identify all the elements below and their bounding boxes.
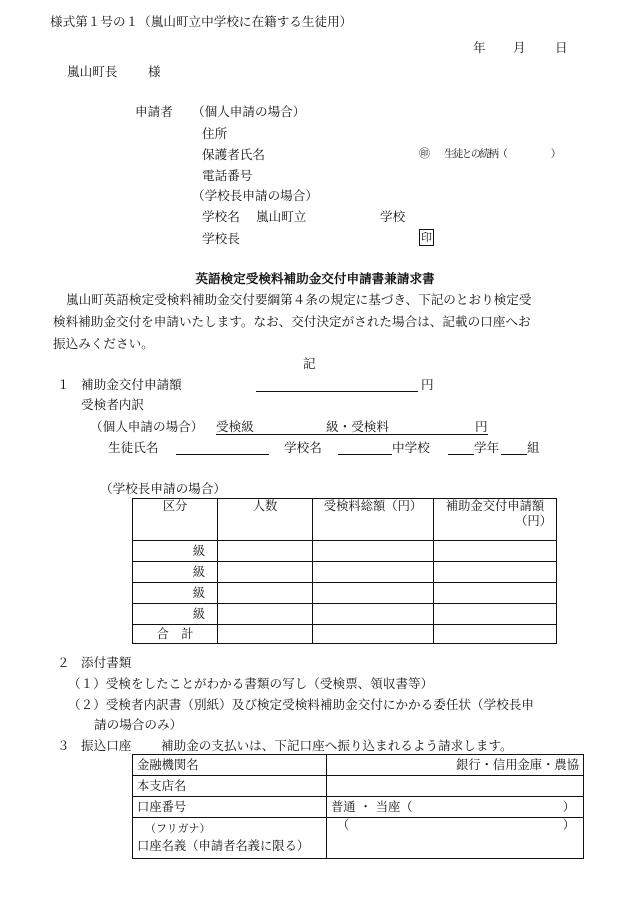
holder-paren-close: ）: [562, 818, 575, 832]
jhs-label: 中学校: [392, 440, 430, 455]
row-level-4: 級: [133, 604, 218, 625]
document-title: 英語検定受検料補助金交付申請書兼請求書: [195, 271, 435, 286]
principal-heading: （学校長申請の場合）: [192, 188, 318, 203]
bank-branch-label: 本支店名: [133, 776, 327, 797]
class-label: 組: [527, 440, 540, 455]
item3-text: 補助金の支払いは、下記口座へ振り込まれるよう請求します。: [161, 738, 513, 753]
item3-label: 振込口座: [81, 738, 132, 753]
bank-institution-types[interactable]: 銀行・信用金庫・農協: [327, 755, 584, 776]
row-total: 合 計: [133, 625, 218, 644]
th-category: 区分: [133, 499, 218, 541]
relation-label: 生徒との続柄（ ）: [444, 148, 560, 160]
amount-line[interactable]: [256, 377, 418, 392]
attachment-1: （１）受検をしたことがわかる書類の写し（受検票、領収書等）: [68, 676, 434, 691]
bank-branch-field[interactable]: [327, 776, 584, 797]
intro-line-3: 振込みください。: [53, 336, 154, 351]
holder-label: 口座名義（申請者名義に限る）: [137, 839, 310, 854]
grade-line[interactable]: [448, 440, 474, 455]
item1-number: １: [57, 377, 70, 392]
item2-label: 添付書類: [81, 655, 132, 670]
date-month: 月: [513, 40, 526, 55]
row-level-1: 級: [133, 541, 218, 562]
exam-level-label: 受検級: [216, 419, 254, 434]
bank-account-no-field[interactable]: [327, 797, 584, 818]
class-line[interactable]: [501, 440, 527, 455]
account-paren-close: ）: [562, 799, 575, 814]
form-id: 様式第１号の１（嵐山町立中学校に在籍する生徒用）: [50, 14, 353, 29]
amount-unit: 円: [421, 377, 434, 392]
level-fee-label: 級・受検料: [326, 419, 389, 434]
intro-line-1: 嵐山町英語検定受検料補助金交付要綱第４条の規定に基づき、下記のとおり検定受: [66, 292, 532, 307]
principal-table: [132, 498, 557, 644]
account-type-label: 普通 ・ 当座（: [331, 799, 413, 814]
row-level-2: 級: [133, 562, 218, 583]
individual-case-label: （個人申請の場合）: [90, 419, 204, 434]
principal-label: 学校長: [202, 231, 240, 246]
bank-institution-label: 金融機関名: [133, 755, 327, 776]
guardian-name-label: 保護者氏名: [202, 147, 265, 162]
th-subsidy-unit: （円）: [515, 513, 552, 528]
addressee-honorific: 様: [148, 64, 161, 79]
date-day: 日: [555, 40, 568, 55]
addressee-name: 嵐山町長: [67, 64, 118, 79]
intro-line-2: 検料補助金交付を申請いたします。なお、交付決定がされた場合は、記載の口座へお: [53, 314, 531, 329]
row-level-3: 級: [133, 583, 218, 604]
fee-yen: 円: [475, 419, 488, 434]
item3-number: ３: [57, 738, 70, 753]
th-subsidy-label: 補助金交付申請額: [445, 499, 545, 513]
principal-case-label: （学校長申請の場合）: [100, 481, 226, 496]
phone-label: 電話番号: [202, 168, 253, 183]
student-name-label: 生徒氏名: [108, 440, 159, 455]
bank-account-no-label: 口座番号: [133, 797, 327, 818]
grade-label: 学年: [474, 440, 500, 455]
furigana-label: （フリガナ）: [145, 822, 211, 836]
student-school-label: 学校名: [284, 440, 322, 455]
seal-box: 印: [421, 231, 432, 244]
seal-mark: ㊞: [419, 147, 430, 160]
attachment-2-line1: （２）受検者内訳書（別紙）及び検定受検料補助金交付にかかる委任状（学校長申: [68, 697, 534, 712]
town-label: 嵐山町立: [256, 209, 307, 224]
bank-holder-field[interactable]: [327, 818, 584, 859]
student-name-line[interactable]: [176, 440, 269, 455]
ki-marker: 記: [303, 356, 316, 371]
individual-heading: （個人申請の場合）: [192, 104, 306, 119]
applicant-label: 申請者: [135, 104, 173, 119]
address-label: 住所: [202, 126, 228, 141]
item2-number: ２: [57, 655, 70, 670]
th-total-fee: 受検料総額（円）: [313, 499, 434, 541]
bank-holder-label: [133, 818, 327, 859]
breakdown-label: 受検者内訳: [81, 397, 144, 412]
school-line[interactable]: [338, 440, 392, 455]
holder-paren-open: （: [337, 818, 350, 832]
school-suffix: 学校: [380, 209, 406, 224]
school-name-label: 学校名: [202, 209, 240, 224]
th-count: 人数: [218, 499, 313, 541]
bank-table: [132, 754, 584, 859]
attachment-2-line2: 請の場合のみ）: [94, 717, 183, 732]
date-year: 年: [473, 40, 486, 55]
th-subsidy: [434, 499, 557, 541]
item1-label: 補助金交付申請額: [81, 377, 182, 392]
